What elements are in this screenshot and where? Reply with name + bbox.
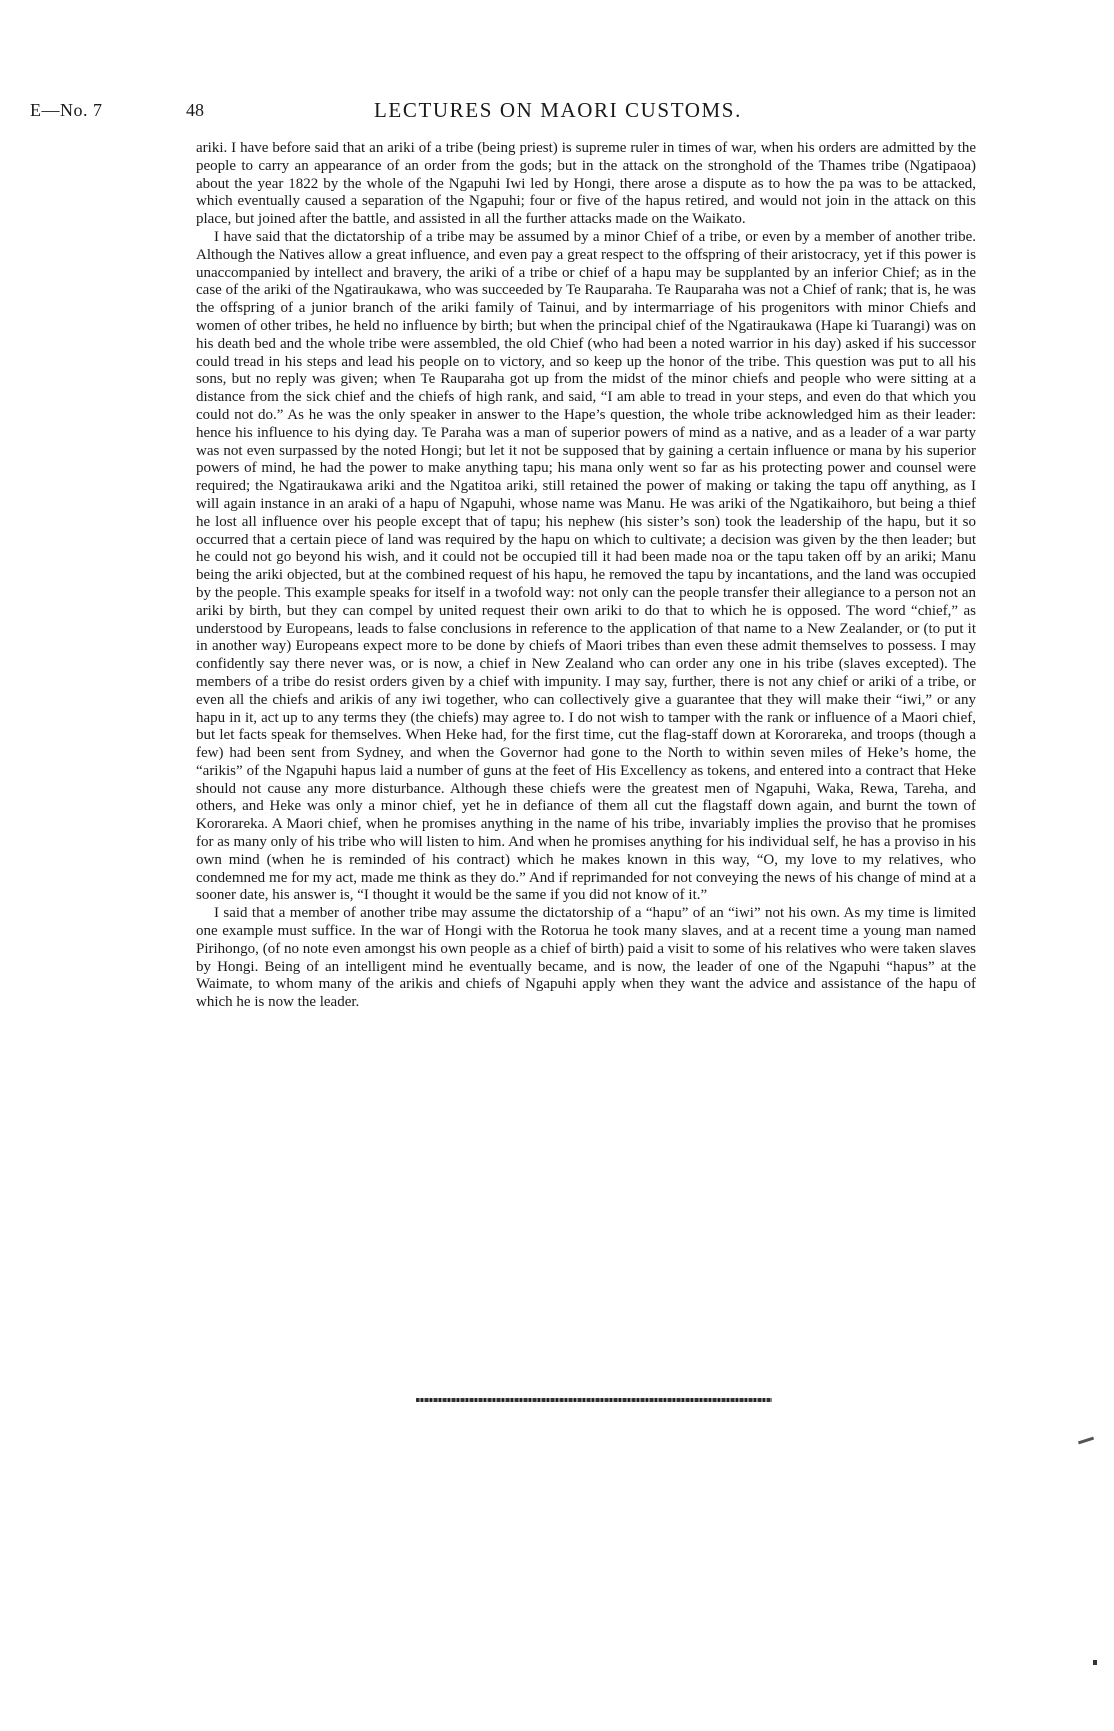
body-text	[196, 140, 976, 1012]
running-head	[30, 100, 810, 126]
paragraph-1: ariki. I have before said that an ariki of a tribe (being priest) is supreme ruler in times of war, when his orders are admitted by the people to carry an appearance of an order from the gods; but in the attack on the stronghold of the Thames tribe (Ngatipaoa) about the year 1822 by the whole of the Ngapuhi Iwi led by Hongi, there arose a dispute as to how the pa was to be attacked, which eventually caused a separation of the Ngapuhi; four or five of the hapus retired, and would not join in the attack on this place, but joined after the battle, and assisted in all the further attacks made on the Waikato.	[196, 140, 976, 228]
paragraph-3: I said that a member of another tribe may assume the dictatorship of a “hapu” of an “iwi” not his own. As my time is limited one example must suffice. In the war of Hongi with the Rotorua he took many slaves, and at a recent time a young man named Pirihongo, (of no note even amongst his own people as a chief of birth) paid a visit to some of his relatives who were taken slaves by Hongi. Being of an intelligent mind he eventually became, and is now, the leader of one of the Ngapuhi “hapus” at the Waimate, to whom many of the arikis and chiefs of Ngapuhi apply when they want the advice and assistance of the hapu of which he is now the leader.	[196, 905, 976, 1011]
margin-pencil-mark	[1078, 1437, 1094, 1445]
margin-ink-dot	[1093, 1660, 1097, 1665]
page-number: 48	[186, 100, 204, 120]
section-end-rule	[416, 1398, 772, 1402]
paragraph-2: I have said that the dictatorship of a tribe may be assumed by a minor Chief of a tribe, or even by a member of another tribe. Although the Natives allow a great influence, and even pay a great respect to the offspring of their aristocracy, yet if this power is unaccompanied by intellect and bravery, the ariki of a tribe or chief of a hapu may be supplanted by an inferior Chief; as in the case of the ariki of the Ngatiraukawa, who was succeeded by Te Rauparaha. Te Rauparaha was not a Chief of rank; that is, he was the offspring of a junior branch of the ariki family of Tainui, and by intermarriage of his progenitors with minor Chiefs and women of other tribes, he held no influence by birth; but when the principal chief of the Ngatiraukawa (Hape ki Tuarangi) was on his death bed and the whole tribe were assembled, the old Chief (who had been a noted warrior in his day) asked if his successor could tread in his steps and lead his people on to victory, and so keep up the honor of the tribe. This question was put to all his sons, but no reply was given; when Te Rauparaha got up from the midst of the minor chiefs and people who were sitting at a distance from the sick chief and the chiefs of high rank, and said, “I am able to tread in your steps, and even do that which you could not do.” As he was the only speaker in answer to the Hape’s question, the whole tribe acknowledged him as their leader: hence his influence to his dying day. Te Paraha was a man of superior powers of mind as a native, and as a leader of a war party was not even surpassed by the noted Hongi; but let it not be supposed that by gaining a certain influence or mana by his superior powers of mind, he had the power to make anything tapu; his mana only went so far as his protecting power and counsel were required; the Ngatiraukawa ariki and the Ngatitoa ariki, still retained the power of making or taking the tapu off anything, as I will again instance in an araki of a hapu of Ngapuhi, whose name was Manu. He was ariki of the Ngatikaihoro, but being a thief he lost all influence over his people except that of tapu; his nephew (his sister’s son) took the leadership of the hapu, but it so occurred that a certain piece of land was required by the hapu on which to cultivate; a decision was given by the then leader; but he could not go beyond his wish, and it could not be occupied till it had been made noa or the tapu taken off by an ariki; Manu being the ariki objected, but at the combined request of his hapu, he removed the tapu by incantations, and the land was occupied by the people. This example speaks for itself in a twofold way: not only can the people transfer their allegiance to a person not an ariki by birth, but they can compel by united request their own ariki to do that to which he is opposed. The word “chief,” as understood by Europeans, leads to false conclusions in reference to the application of that name to a New Zealander, or (to put it in another way) Europeans expect more to be done by chiefs of Maori tribes than even these admit themselves to possess. I may confidently say there never was, or is now, a chief in New Zealand who can order any one in his tribe (slaves excepted). The members of a tribe do resist orders given by a chief with impunity. I may say, further, there is not any chief or ariki of a tribe, or even all the chiefs and arikis of any iwi together, who can collectively give a guarantee that they will make their “iwi,” or any hapu in it, act up to any terms they (the chiefs) may agree to. I do not wish to tamper with the rank or influence of a Maori chief, but let facts speak for themselves. When Heke had, for the first time, cut the flag-staff down at Kororareka, and troops (though a few) had been sent from Sydney, and when the Governor had gone to the North to within seven miles of Heke’s home, the “arikis” of the Ngapuhi hapus laid a number of guns at the feet of His Excellency as tokens, and entered into a contract that Heke should not cause any more disturbance. Although these chiefs were the greatest men of Ngapuhi, Waka, Rewa, Tareha, and others, and Heke was only a minor chief, yet he in defiance of them all cut the flagstaff down again, and burnt the town of Kororareka. A Maori chief, when he promises anything in the name of his tribe, invariably implies the proviso that he promises for as many only of his tribe who will listen to him. And when he promises anything for his individual self, he has a proviso in his own mind (when he is reminded of his contract) which he makes known in this way, “O, my love to my relatives, who condemned me for my act, made me think as they do.” And if reprimanded for not conveying the news of his change of mind at a sooner date, his answer is, “I thought it would be the same if you did not know of it.”	[196, 228, 976, 904]
page-title: LECTURES ON MAORI CUSTOMS.	[374, 98, 742, 122]
document-reference: E—No. 7	[30, 100, 103, 120]
